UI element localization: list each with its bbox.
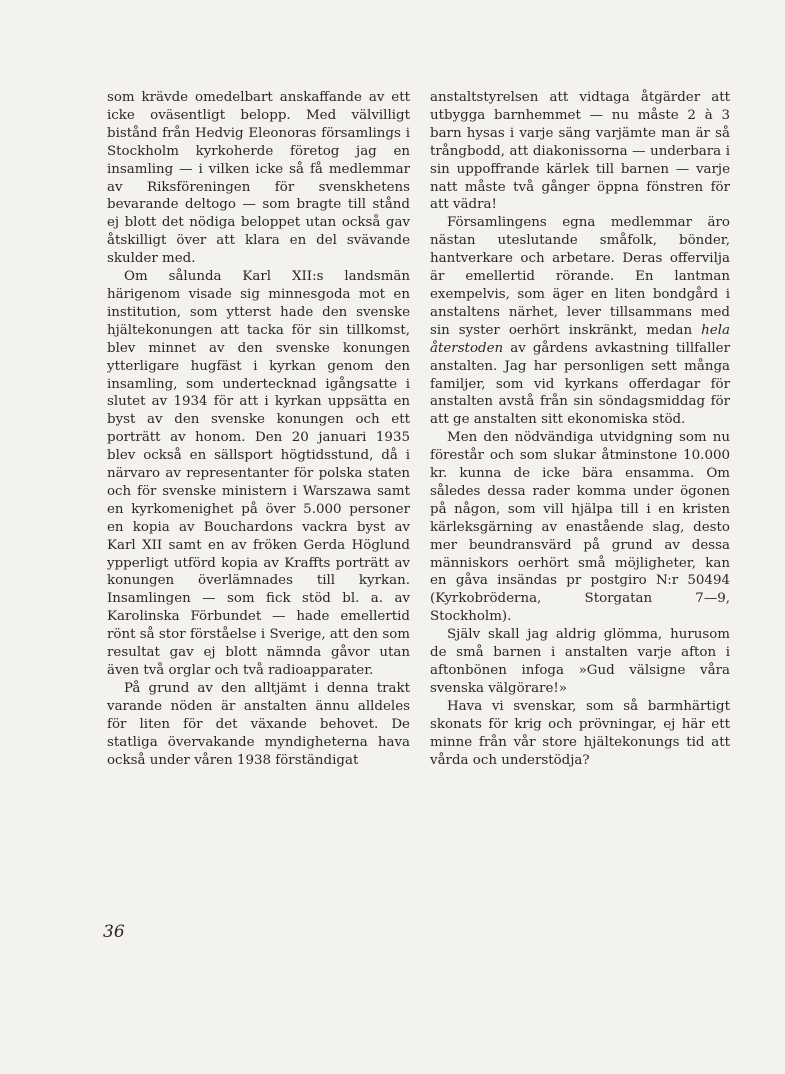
right-paragraph-4: Själv skall jag aldrig glömma, hurusom de små barnen i anstalten varje afton i aftonbönen infoga »Gud välsigne våra svenska välgörare!»: [430, 627, 730, 696]
left-paragraph-1: som krävde omedelbart anskaffande av ett icke oväsentligt belopp. Med välvilligt bistånd från Hedvig Eleonoras församlings i Stockholm kyrkoherde företog jag en insamling — i vilken icke så få medlemmar av Riksföreningen för svenskhetens bevarande deltogo — som bragte till stånd ej blott det nödiga beloppet utan också gav åtskilligt över att klara en del svävande skulder med.: [107, 90, 410, 267]
left-text-column: [107, 89, 410, 769]
right-paragraph-5: Hava vi svenskar, som så barmhärtigt skonats för krig och prövningar, ej här ett minne från vår store hjältekonungs tid att vårda och understödja?: [430, 698, 730, 768]
left-paragraph-2: Om sålunda Karl XII:s landsmän härigenom visade sig minnesgoda mot en institution, som ytterst hade den svenske hjältekonungen att tacka för sin tillkomst, blev minnet av den svenske konungen ytterligare hugfäst i kyrkan genom den insamling, som undertecknad igångsatte i slutet av 1934 för att i kyrkan uppsätta en byst av den svenske konungen och ett porträtt av honom. Den 20 januari 1935 blev också en sällsport högtidsstund, då i närvaro av representanter för polska staten och för svenske ministern i Warszawa samt en kyrkomenighet på över 5.000 personer en kopia av Bouchardons vackra byst av Karl XII samt en av fröken Gerda Höglund ypperligt utförd kopia av Kraffts porträtt av konungen överlämnades till kyrkan. Insamlingen — som fick stöd bl. a. av Karolinska Förbundet — hade emellertid rönt så stor förståelse i Sverige, att den som resultat gav ej blott nämnda gåvor utan även två orglar och två radioapparater.: [107, 269, 410, 678]
right-paragraph-1: anstaltstyrelsen att vidtaga åtgärder att utbygga barnhemmet — nu måste 2 à 3 barn hysas i varje säng varjämte man är så trångbodd, att diakonissorna — underbara i sin uppoffrande kärlek till barnen — varje natt måste två gånger öppna fönstren för att vädra!: [430, 90, 730, 213]
left-paragraph-3: På grund av den alltjämt i denna trakt varande nöden är anstalten ännu alldeles för liten för det växande behovet. De statliga övervakande myndigheterna hava också under våren 1938 förständigat: [107, 680, 410, 768]
right-paragraph-2-italic: hela återstoden: [430, 322, 730, 356]
right-text-column: [430, 89, 730, 769]
right-paragraph-3: Men den nödvändiga utvidgning som nu förestår och som slukar åtminstone 10.000 kr. kunna de icke bära ensamma. Om således dessa rader komma under ögonen på någon, som vill hjälpa till i en kristen kärleksgärning av enastående slag, desto mer beundransvärd på grund av dessa människors oerhört små möjligheter, kan en gåva insändas pr postgiro N:r 50494 (Kyrkobröderna, Storgatan 7—9, Stockholm).: [430, 430, 730, 625]
page-number: 36: [103, 922, 125, 942]
right-paragraph-2-text-b: av gårdens avkastning tillfaller anstalten. Jag har personligen sett många familjer, som vid kyrkans offerdagar för anstalten avstå från sin söndagsmiddag för att ge anstalten sitt ekonomiska stöd.: [430, 340, 730, 428]
right-paragraph-2-text-a: Församlingens egna medlemmar äro nästan uteslutande småfolk, bönder, hantverkare och arbetare. Deras offervilja är emellertid rörande. En lantman exempelvis, som äger en liten bondgård i anstaltens närhet, lever tillsammans med sin syster oerhört inskränkt, medan: [430, 215, 730, 338]
right-paragraph-2: [430, 214, 730, 429]
